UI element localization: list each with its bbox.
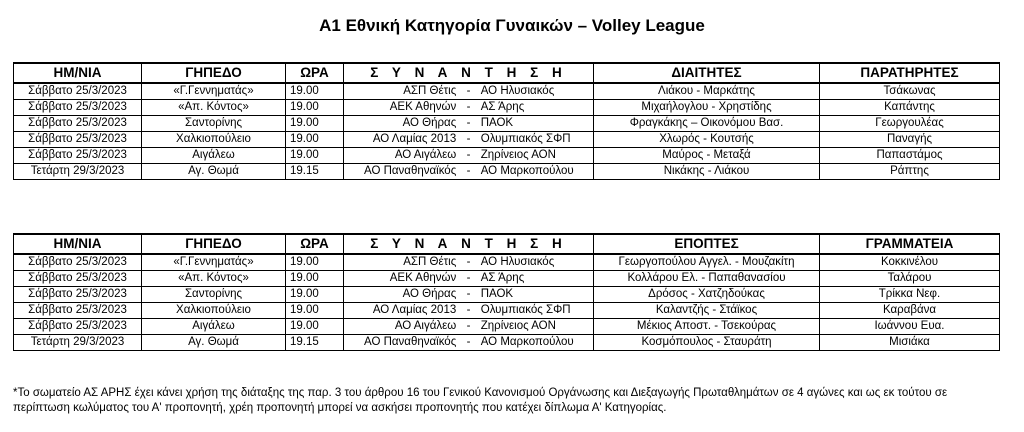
match-separator: -: [466, 256, 471, 268]
home-team: ΑΟ Αιγάλεω: [394, 320, 457, 332]
officials-header: ΕΠΟΠΤΕΣ: [594, 234, 820, 254]
officials-cell: Μέκιος Αποστ. - Τσεκούρας: [594, 319, 820, 335]
venue-cell: Αιγάλεω: [142, 319, 286, 335]
date-cell: Σάββατο 25/3/2023: [14, 303, 142, 319]
extra-cell: Γεωργουλέας: [820, 116, 1000, 132]
date-cell: Σάββατο 25/3/2023: [14, 116, 142, 132]
date-cell: Τετάρτη 29/3/2023: [14, 164, 142, 180]
officials-header: ΔΙΑΙΤΗΤΕΣ: [594, 63, 820, 83]
match-cell: [344, 319, 594, 335]
venue-header: ΓΗΠΕΔΟ: [142, 63, 286, 83]
home-team: ΑΕΚ Αθηνών: [389, 272, 457, 284]
date-cell: Σάββατο 25/3/2023: [14, 319, 142, 335]
footnote: *Το σωματείο ΑΣ ΑΡΗΣ έχει κάνει χρήση της διάταξης της παρ. 3 του άρθρου 16 του Γενικού Κανονισμού Οργάνωσης και Διεξαγωγής Πρωταθλημάτων σε 4 αγώνες και ως εκ τούτου σε περίπτωση κωλύματος του Α' προπονητή, χρέη προπονητή μπορεί να ασκήσει προπονητής που κατέχει δίπλωμα Α' Κατηγορίας.: [13, 387, 948, 414]
officials-cell: Καλαντζής - Στάϊκος: [594, 303, 820, 319]
table-row: [14, 148, 1000, 164]
officials-cell: Μαύρος - Μεταξά: [594, 148, 820, 164]
date-header: ΗΜ/ΝΙΑ: [14, 234, 142, 254]
extra-cell: Τσάκωνας: [820, 83, 1000, 100]
home-team: ΑΟ Λαμίας 2013: [372, 133, 457, 145]
officials-cell: Λιάκου - Μαρκάτης: [594, 83, 820, 100]
away-team: Ολυμπιακός ΣΦΠ: [480, 304, 571, 316]
officials-cell: Δρόσος - Χατζηδούκας: [594, 287, 820, 303]
time-cell: 19.00: [286, 271, 344, 287]
table-row: [14, 254, 1000, 271]
home-team: ΑΣΠ Θέτις: [403, 256, 457, 268]
table-row: [14, 83, 1000, 100]
officials-cell: Κοσμόπουλος - Σταυράτη: [594, 335, 820, 351]
table-row: [14, 100, 1000, 116]
date-cell: Σάββατο 25/3/2023: [14, 254, 142, 271]
match-cell: [344, 100, 594, 116]
match-separator: -: [466, 304, 471, 316]
away-team: ΠΑΟΚ: [480, 288, 514, 300]
extra-cell: Κοκκινέλου: [820, 254, 1000, 271]
home-team: ΑΟ Θήρας: [402, 288, 457, 300]
match-cell: [344, 164, 594, 180]
home-team: ΑΟ Θήρας: [402, 117, 457, 129]
time-cell: 19.00: [286, 100, 344, 116]
table-row: [14, 132, 1000, 148]
extra-cell: Παναγής: [820, 132, 1000, 148]
date-cell: Σάββατο 25/3/2023: [14, 148, 142, 164]
date-cell: Τετάρτη 29/3/2023: [14, 335, 142, 351]
venue-cell: Αγ. Θωμά: [142, 164, 286, 180]
table-row: [14, 271, 1000, 287]
away-team: ΑΟ Ηλυσιακός: [480, 256, 555, 268]
match-cell: [344, 83, 594, 100]
venue-cell: Σαντορίνης: [142, 287, 286, 303]
match-header: Σ Υ Ν Α Ν Τ Η Σ Η: [344, 234, 594, 254]
time-header: ΩΡΑ: [286, 234, 344, 254]
time-cell: 19.00: [286, 132, 344, 148]
match-header: Σ Υ Ν Α Ν Τ Η Σ Η: [344, 63, 594, 83]
officials-cell: Γεωργοπούλου Αγγελ. - Μουζακίτη: [594, 254, 820, 271]
away-team: ΑΟ Μαρκοπούλου: [480, 165, 574, 177]
officials-cell: Μιχαήλογλου - Χρηστίδης: [594, 100, 820, 116]
time-cell: 19.00: [286, 303, 344, 319]
venue-cell: «Γ.Γεννηματάς»: [142, 83, 286, 100]
venue-cell: Αιγάλεω: [142, 148, 286, 164]
match-separator: -: [466, 165, 471, 177]
supervisors-schedule-table: [13, 233, 1000, 351]
time-cell: 19.00: [286, 319, 344, 335]
table-row: [14, 287, 1000, 303]
venue-cell: «Απ. Κόντος»: [142, 271, 286, 287]
extra-cell: Ταλάρου: [820, 271, 1000, 287]
extra-header: ΠΑΡΑΤΗΡΗΤΕΣ: [820, 63, 1000, 83]
time-cell: 19.00: [286, 254, 344, 271]
away-team: ΑΣ Άρης: [480, 101, 525, 113]
match-cell: [344, 148, 594, 164]
away-team: Ολυμπιακός ΣΦΠ: [480, 133, 571, 145]
away-team: ΑΣ Άρης: [480, 272, 525, 284]
time-cell: 19.15: [286, 164, 344, 180]
venue-cell: Χαλκιοπούλειο: [142, 303, 286, 319]
match-cell: [344, 335, 594, 351]
home-team: ΑΟ Αιγάλεω: [394, 149, 457, 161]
venue-cell: Αγ. Θωμά: [142, 335, 286, 351]
home-team: ΑΟ Παναθηναϊκός: [364, 165, 457, 177]
officials-cell: Κολλάρου Ελ. - Παπαθανασίου: [594, 271, 820, 287]
page-title: Α1 Εθνική Κατηγορία Γυναικών – Volley League: [319, 16, 705, 35]
away-team: ΑΟ Ηλυσιακός: [480, 85, 555, 97]
date-cell: Σάββατο 25/3/2023: [14, 100, 142, 116]
home-team: ΑΟ Παναθηναϊκός: [364, 336, 457, 348]
table-row: [14, 303, 1000, 319]
table-row: [14, 116, 1000, 132]
time-cell: 19.00: [286, 287, 344, 303]
home-team: ΑΟ Λαμίας 2013: [372, 304, 457, 316]
extra-header: ΓΡΑΜΜΑΤΕΙΑ: [820, 234, 1000, 254]
header-row: [14, 63, 1000, 83]
match-separator: -: [466, 101, 471, 113]
extra-cell: Παπαστάμος: [820, 148, 1000, 164]
extra-cell: Καπάντης: [820, 100, 1000, 116]
match-separator: -: [466, 117, 471, 129]
extra-cell: Τρίκκα Νεφ.: [820, 287, 1000, 303]
extra-cell: Μισιάκα: [820, 335, 1000, 351]
match-cell: [344, 254, 594, 271]
date-cell: Σάββατο 25/3/2023: [14, 271, 142, 287]
officials-cell: Νικάκης - Λιάκου: [594, 164, 820, 180]
away-team: ΑΟ Μαρκοπούλου: [480, 336, 574, 348]
time-header: ΩΡΑ: [286, 63, 344, 83]
time-cell: 19.15: [286, 335, 344, 351]
away-team: Ζηρίνειος ΑΟΝ: [480, 320, 556, 332]
time-cell: 19.00: [286, 116, 344, 132]
home-team: ΑΕΚ Αθηνών: [389, 101, 457, 113]
venue-cell: Χαλκιοπούλειο: [142, 132, 286, 148]
extra-cell: Ιωάννου Ευα.: [820, 319, 1000, 335]
match-cell: [344, 132, 594, 148]
date-cell: Σάββατο 25/3/2023: [14, 83, 142, 100]
table-row: [14, 335, 1000, 351]
table-row: [14, 319, 1000, 335]
home-team: ΑΣΠ Θέτις: [403, 85, 457, 97]
time-cell: 19.00: [286, 148, 344, 164]
away-team: Ζηρίνειος ΑΟΝ: [480, 149, 556, 161]
venue-header: ΓΗΠΕΔΟ: [142, 234, 286, 254]
match-separator: -: [466, 133, 471, 145]
referees-schedule-table: [13, 62, 1000, 180]
date-header: ΗΜ/ΝΙΑ: [14, 63, 142, 83]
match-separator: -: [466, 85, 471, 97]
header-row: [14, 234, 1000, 254]
match-separator: -: [466, 336, 471, 348]
officials-cell: Φραγκάκης – Οικονόμου Βασ.: [594, 116, 820, 132]
venue-cell: «Απ. Κόντος»: [142, 100, 286, 116]
table-row: [14, 164, 1000, 180]
officials-cell: Χλωρός - Κουτσής: [594, 132, 820, 148]
match-separator: -: [466, 320, 471, 332]
match-separator: -: [466, 288, 471, 300]
match-cell: [344, 287, 594, 303]
match-cell: [344, 303, 594, 319]
extra-cell: Καραβάνα: [820, 303, 1000, 319]
date-cell: Σάββατο 25/3/2023: [14, 287, 142, 303]
venue-cell: Σαντορίνης: [142, 116, 286, 132]
match-separator: -: [466, 272, 471, 284]
extra-cell: Ράπτης: [820, 164, 1000, 180]
away-team: ΠΑΟΚ: [480, 117, 514, 129]
time-cell: 19.00: [286, 83, 344, 100]
match-cell: [344, 271, 594, 287]
date-cell: Σάββατο 25/3/2023: [14, 132, 142, 148]
match-cell: [344, 116, 594, 132]
match-separator: -: [466, 149, 471, 161]
venue-cell: «Γ.Γεννηματάς»: [142, 254, 286, 271]
